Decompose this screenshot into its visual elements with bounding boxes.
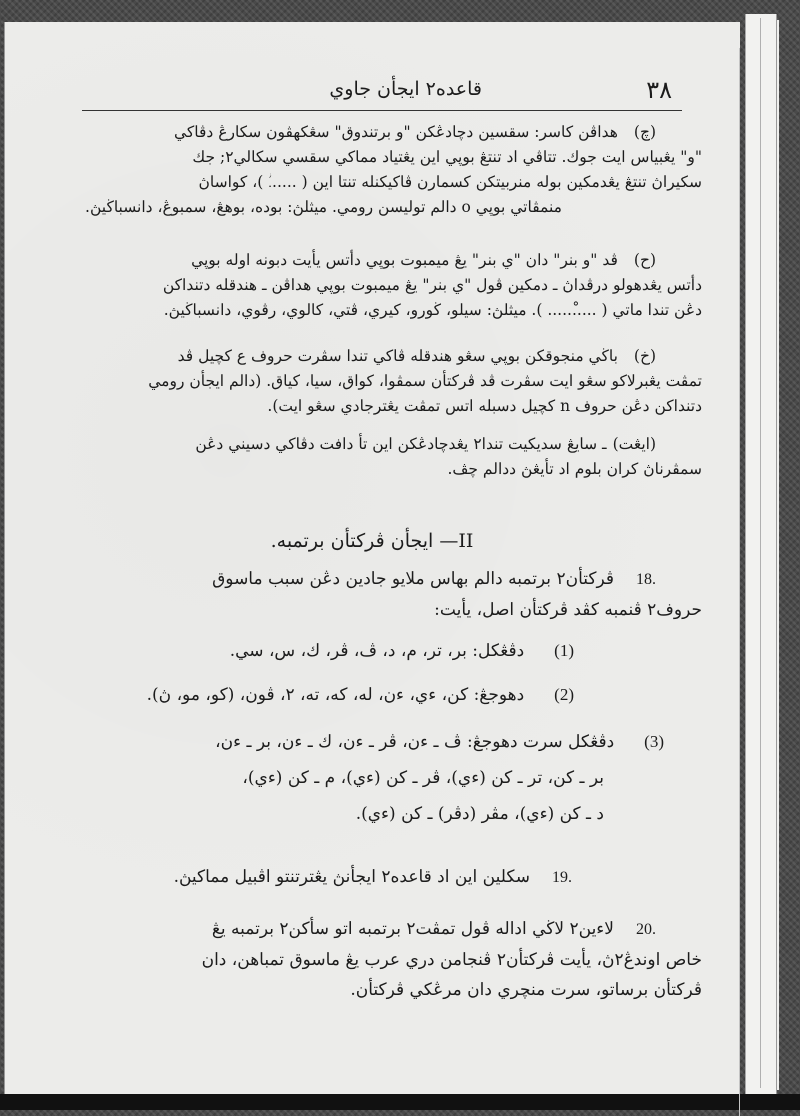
paragraph-number: 19. bbox=[552, 869, 572, 886]
paragraph-kha bbox=[42, 344, 702, 419]
numbered-paragraph-18 bbox=[42, 564, 702, 625]
note-paragraph bbox=[42, 432, 702, 482]
list-item-3 bbox=[44, 724, 664, 832]
line-text: دڤڠكل سرت دهوجڠ: ڤ ـ ءن، ڤر ـ ءن، ك ـ ءن، بر ـ ءن، bbox=[215, 732, 615, 752]
list-item-label: (1) bbox=[554, 641, 574, 660]
paragraph-cha bbox=[42, 120, 702, 220]
paragraph-number: 20. bbox=[636, 921, 656, 938]
paragraph-line: تمڤت يڠبرلاكو سڠو ايت سڤرت ڤد ڤركتأن سمڤوا، كواق، سيا، كياق. (دالم ايجأن رومي bbox=[148, 372, 702, 390]
note-marker: (ايڠت) bbox=[612, 435, 656, 453]
paragraph-line bbox=[42, 248, 702, 273]
paragraph-line bbox=[42, 564, 702, 595]
paragraph-line bbox=[42, 862, 702, 893]
numbered-paragraph-20 bbox=[42, 914, 702, 1005]
line-text: سكلين اين اد قاعده٢ ايجأنڽ يڠترتنتو اڤبيل مماكيڽ. bbox=[173, 867, 530, 887]
paragraph-line: سكيراڽ تنتڠ يڠدمكين بوله منربيتكن كسمارن ڤاكيكنله تنتا اين ( ......ؗ )، كواساڽ bbox=[198, 173, 702, 191]
paragraph-line: "و" يڠبياس ايت جوك. تتاڤي اد تنتڠ بوپي اين يڠتياد مماكي سقسي سكالي٢; جك bbox=[192, 148, 702, 166]
paragraph-line bbox=[42, 432, 702, 457]
list-item-2 bbox=[44, 678, 574, 712]
paragraph-marker: (ح) bbox=[633, 251, 656, 269]
running-title: قاعده٢ ايجأن جاوي bbox=[329, 78, 482, 100]
paragraph-marker: (چ) bbox=[633, 123, 656, 141]
paragraph-ha bbox=[42, 248, 702, 323]
line-text: دڤڠكل: بر، تر، م، د، ڤ، ڤر، ك، س، سي. bbox=[229, 641, 525, 661]
list-item-label: (2) bbox=[554, 685, 574, 704]
line-text: ـ سايڠ سديكيت تندا٢ يڠدچادڠكن اين تأ دافت دڤاكي دسيني دڠن bbox=[195, 435, 607, 453]
paragraph-line: ڤركتأن برساتو، سرت منچري دان مرڠكي ڤركتأن. bbox=[350, 980, 702, 1000]
paragraph-line: دڠن تندا ماتي ( .....ْ..... ). ميثلڽ: سيلو، ڬورو، كيري، ڤتي، كالوي، رڤوي، دانسباڬيڽ. bbox=[163, 301, 702, 319]
page-edge-line bbox=[739, 48, 740, 1116]
paragraph-line bbox=[42, 914, 702, 945]
paragraph-line: حروف٢ ڤنمبه كڤد ڤركتأن اصل، يأيت: bbox=[434, 600, 702, 620]
numbered-paragraph-19 bbox=[42, 862, 702, 893]
paragraph-line bbox=[42, 344, 702, 369]
list-item-label: (3) bbox=[644, 732, 664, 751]
line-text: لاءين٢ لاڬي اداله ڤول تمڤت٢ برتمبه اتو سأكن٢ برتمبه يڠ bbox=[211, 919, 614, 939]
line-text: ڤد "و بنر" دان "ي بنر" يڠ ميمبوت بوپي دأتس يأيت دبونه اوله بوپي bbox=[191, 251, 618, 269]
section-title: II— ايجأن ڤركتأن برتمبه. bbox=[270, 530, 474, 552]
list-item-1 bbox=[44, 634, 574, 668]
paragraph-line: خاص اوندڠ٢ڽ، يأيت ڤركتأن٢ ڤنجامن دري عرب يڠ ماسوق تمباهن، دان bbox=[201, 950, 702, 970]
book-page bbox=[4, 22, 740, 1094]
line-text: هداڤن كاسر: سقسين دچادڠكن "و برتندوق" سڠكهڤون سكارڠ دڤاكي bbox=[173, 123, 618, 141]
book-shadow bbox=[0, 1094, 800, 1110]
paragraph-line: سمڤرناڽ كران بلوم اد تأيڠڽ ددالم چڤ. bbox=[447, 460, 702, 478]
paragraph-line bbox=[42, 120, 702, 145]
page-header bbox=[82, 74, 682, 111]
list-item-line bbox=[44, 634, 574, 668]
paragraph-marker: (خ) bbox=[633, 347, 656, 365]
page-number: ٣٨ bbox=[646, 76, 672, 104]
paragraph-number: 18. bbox=[636, 571, 656, 588]
paragraph-line: دتنداكن دڠن حروف n كچيل دسبله اتس تمڤت يڠترجادي سڠو ايت). bbox=[267, 397, 702, 415]
list-item-line: بر ـ كن، تر ـ كن (ءي)، ڤر ـ كن (ءي)، م ـ كن (ءي)، bbox=[242, 768, 604, 788]
page-edge-stack bbox=[760, 18, 775, 1088]
list-item-line bbox=[44, 678, 574, 712]
paragraph-line: دأتس يڠدهولو درڤداڽ ـ دمكين ڤول "ي بنر" يڠ ميمبوت بوپي هداڤن ـ هندقله دتنداكن bbox=[162, 276, 702, 294]
list-item-line bbox=[44, 724, 664, 760]
line-text: دهوجڠ: كن، ءي، ءن، له، كه، ته، ٢، ڤون، (كو، مو، ڽ). bbox=[146, 685, 525, 705]
list-item-line: د ـ كن (ءي)، مڤر (دڤر) ـ كن (ءي). bbox=[355, 804, 604, 824]
paragraph-line: منمڤاتي بوپي o دالم توليسن رومي. ميثلڽ: بوده، بوهڠ، سمبوڠ، دانسباڬيڽ. bbox=[85, 198, 562, 216]
line-text: ڤركتأن٢ برتمبه دالم بهاس ملايو جادين دڠن سبب ماسوق bbox=[212, 569, 614, 589]
line-text: باڬي منجوقكن بوپي سڠو هندقله ڤاكي تندا سڤرت حروف ع كچيل ڤد bbox=[177, 347, 618, 365]
